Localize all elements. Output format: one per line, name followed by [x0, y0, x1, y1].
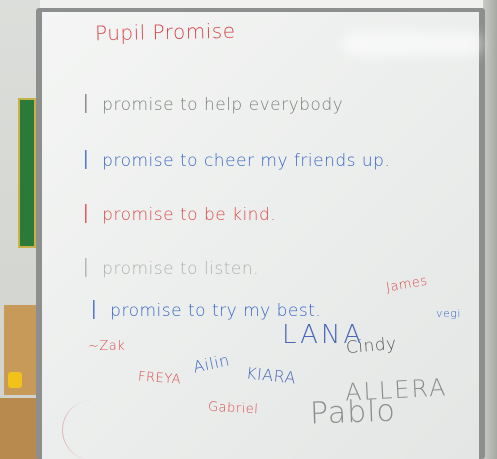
signature-pablo: Pablo	[309, 393, 397, 432]
promise-text: promise to be kind.	[102, 205, 277, 225]
signature-kiara: KIARA	[245, 363, 297, 388]
signature-gabriel: Gabriel	[207, 399, 259, 418]
wooden-cabinet	[0, 398, 40, 459]
promise-line	[82, 202, 276, 228]
promise-pronoun: I	[82, 254, 91, 284]
signature-allera: ALLERA	[344, 373, 449, 407]
signature-cindy: Cindy	[345, 333, 398, 359]
right-wall-edge	[483, 0, 497, 459]
promise-pronoun: I	[82, 90, 91, 120]
yellow-toy	[8, 372, 22, 388]
green-noticeboard	[18, 98, 36, 248]
signature-zak: ~Zak	[88, 339, 126, 354]
promise-line	[82, 148, 390, 174]
promise-text: promise to help everybody	[102, 95, 344, 115]
promise-pronoun: I	[82, 146, 91, 176]
promise-text: promise to cheer my friends up.	[102, 151, 391, 171]
signature-james: James	[385, 273, 429, 296]
promise-pronoun: I	[82, 200, 91, 230]
promise-text: promise to try my best.	[110, 301, 322, 321]
promise-line	[82, 256, 259, 282]
board-title: Pupil Promise	[94, 18, 236, 46]
promise-text: promise to listen.	[102, 259, 260, 279]
promise-line	[82, 92, 343, 118]
light-glare	[342, 32, 482, 56]
signature-vegi: vegi	[436, 307, 461, 320]
promise-pronoun: I	[90, 296, 99, 326]
signature-freya: FREYA	[137, 369, 182, 388]
marker-scribble	[62, 400, 123, 459]
signature-lana: LANA	[282, 320, 365, 350]
signature-ailin: Ailin	[191, 350, 232, 377]
